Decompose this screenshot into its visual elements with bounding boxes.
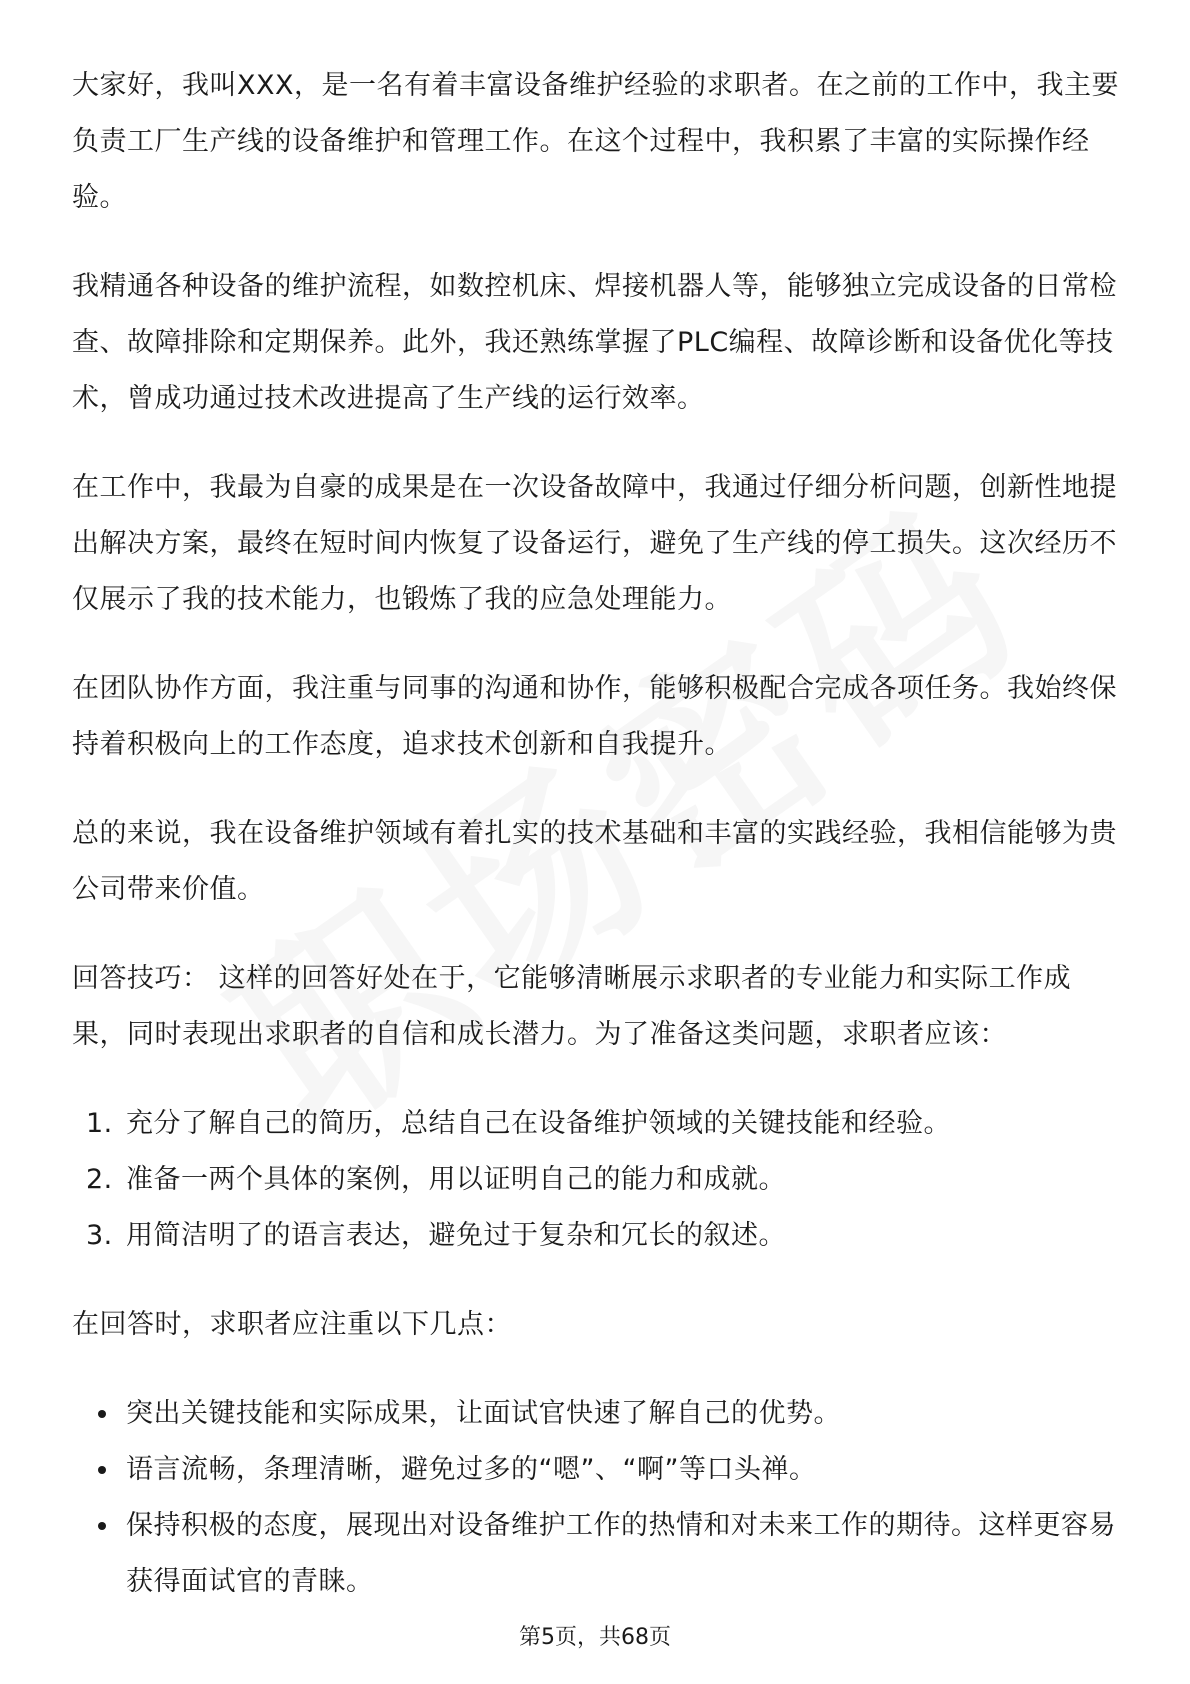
bullet-item [72, 1442, 1122, 1498]
list-item-text: 用简洁明了的语言表达，避免过于复杂和冗长的叙述。 [126, 1220, 786, 1251]
list-marker: 1. [86, 1108, 113, 1139]
paragraph-teamwork: 在团队协作方面，我注重与同事的沟通和协作，能够积极配合完成各项任务。我始终保持着积极向上的工作态度，追求技术创新和自我提升。 [72, 673, 1117, 760]
list-item [72, 1152, 1122, 1208]
list-marker: 2. [86, 1164, 113, 1195]
paragraph-intro: 大家好，我叫XXX，是一名有着丰富设备维护经验的求职者。在之前的工作中，我主要负责工厂生产线的设备维护和管理工作。在这个过程中，我积累了丰富的实际操作经验。 [72, 70, 1119, 213]
bullet-dot-icon [98, 1522, 106, 1530]
paragraph-answer-points: 在回答时，求职者应注重以下几点： [72, 1309, 512, 1340]
bullet-item [72, 1386, 1122, 1442]
list-item-text: 准备一两个具体的案例，用以证明自己的能力和成就。 [126, 1164, 786, 1195]
page-number-footer: 第5页，共68页 [519, 1625, 671, 1650]
numbered-list [72, 1096, 1122, 1264]
paragraph-skills: 我精通各种设备的维护流程，如数控机床、焊接机器人等，能够独立完成设备的日常检查、故障排除和定期保养。此外，我还熟练掌握了PLC编程、故障诊断和设备优化等技术，曾成功通过技术改进提高了生产线的运行效率。 [72, 271, 1117, 414]
bullet-item-text: 语言流畅，条理清晰，避免过多的“嗯”、“啊”等口头禅。 [126, 1454, 817, 1485]
list-marker: 3. [86, 1220, 113, 1251]
bullet-item-text: 保持积极的态度，展现出对设备维护工作的热情和对未来工作的期待。这样更容易获得面试官的青睐。 [126, 1510, 1116, 1597]
document-body [72, 58, 1122, 1610]
bullet-dot-icon [98, 1410, 106, 1418]
paragraph-achievement: 在工作中，我最为自豪的成果是在一次设备故障中，我通过仔细分析问题，创新性地提出解决方案，最终在短时间内恢复了设备运行，避免了生产线的停工损失。这次经历不仅展示了我的技术能力，也锻炼了我的应急处理能力。 [72, 472, 1117, 615]
paragraph-tips: 回答技巧： 这样的回答好处在于，它能够清晰展示求职者的专业能力和实际工作成果，同时表现出求职者的自信和成长潜力。为了准备这类问题，求职者应该： [72, 963, 1072, 1050]
bullet-list [72, 1386, 1122, 1610]
paragraph-summary: 总的来说，我在设备维护领域有着扎实的技术基础和丰富的实践经验，我相信能够为贵公司带来价值。 [72, 818, 1117, 905]
bullet-item-text: 突出关键技能和实际成果，让面试官快速了解自己的优势。 [126, 1398, 841, 1429]
list-item-text: 充分了解自己的简历，总结自己在设备维护领域的关键技能和经验。 [126, 1108, 951, 1139]
bullet-item [72, 1498, 1122, 1610]
bullet-dot-icon [98, 1466, 106, 1474]
list-item [72, 1208, 1122, 1264]
list-item [72, 1096, 1122, 1152]
